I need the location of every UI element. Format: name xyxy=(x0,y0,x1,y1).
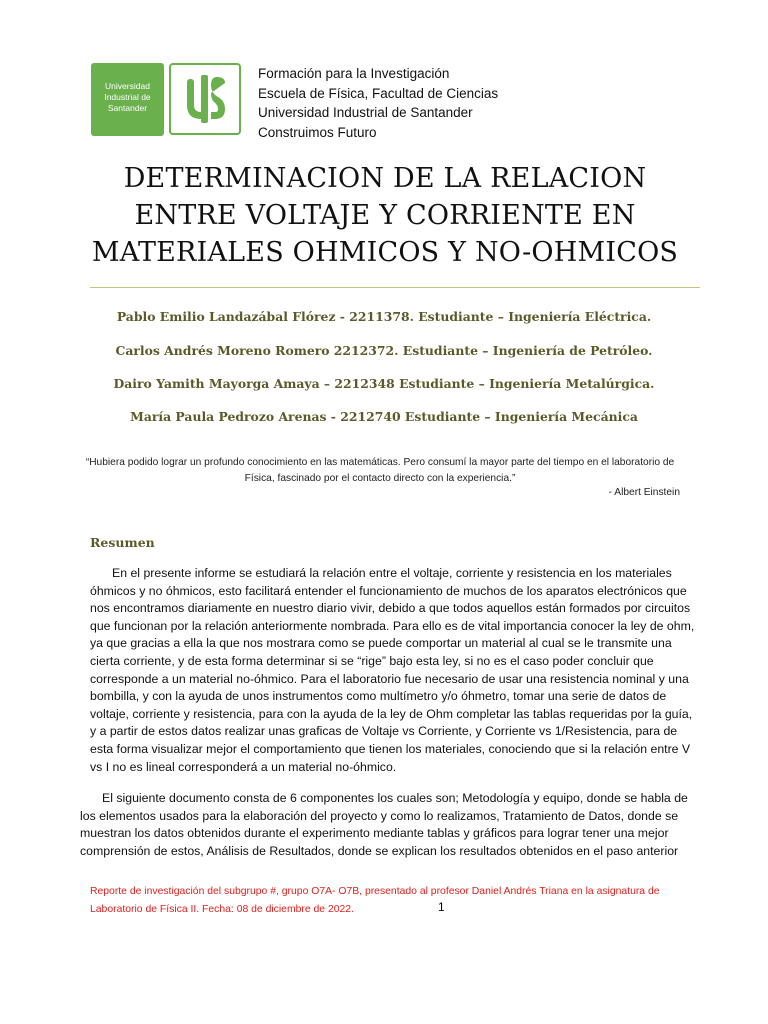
author-line: Carlos Andrés Moreno Romero 2212372. Estudiante – Ingeniería de Petróleo. xyxy=(115,343,653,358)
institution-line: Formación para la Investigación xyxy=(258,66,450,81)
author-line: Dairo Yamith Mayorga Amaya – 2212348 Estudiante – Ingeniería Metalúrgica. xyxy=(113,376,655,391)
title-line: DETERMINACION DE LA RELACION xyxy=(123,163,647,194)
abstract-paragraph: En el presente informe se estudiará la relación entre el voltaje, corriente y resistencia en los materiales óhmicos y no óhmicos, esto facilitará entender el funcionamiento de muchos de los aparatos electrónicos que nos encontramos diariamente en nuestro diario vivir, debido a que todos aquellos están formados por circuitos que funcionan por la relación anteriormente nombrada. Para ello es de vital importancia conocer la ley de ohm, ya que gracias a ella la que nos mostrara como se puede comportar un material al cual se le transmite una cierta corriente, y de esta forma determinar si se “rige” bajo esta ley, si no es el caso poder concluir que corresponde a un material no-óhmico. Para el laboratorio fue necesario de usar una resistencia nominal y una bombilla, y con la ayuda de unos instrumentos como multímetro y/o óhmetro, tomar una serie de datos de voltaje, corriente y resistencia, para con la ayuda de la ley de Ohm completar las tablas requeridas por la guía, y a partir de estos datos realizar unas graficas de Voltaje vs Corriente, y Corriente vs 1/Resistencia, para de esta forma visualizar mejor el comportamiento que tienen los materiales, conociendo que si la relación entre V vs I no es lineal corresponderá a un material no-óhmico. xyxy=(90,566,695,774)
author-line: Pablo Emilio Landazábal Flórez - 2211378. Estudiante – Ingeniería Eléctrica. xyxy=(116,309,652,324)
title-divider xyxy=(90,287,700,288)
epigraph-quote: “Hubiera podido lograr un profundo conocimiento en las matemáticas. Pero consumí la mayor parte del tiempo en el laboratorio de Física, fascinado por el contacto directo con la experiencia.” xyxy=(85,457,675,484)
institution-line: Escuela de Física, Facultad de Ciencias xyxy=(258,85,499,101)
university-logo-text-block xyxy=(91,63,164,136)
author-line: María Paula Pedrozo Arenas - 2212740 Estudiante – Ingeniería Mecánica xyxy=(130,409,638,424)
logo-line: Universidad xyxy=(105,81,150,91)
title-line: MATERIALES OHMICOS Y NO-OHMICOS xyxy=(91,237,679,268)
abstract-heading: Resumen xyxy=(90,535,155,550)
abstract-paragraph: El siguiente documento consta de 6 componentes los cuales son; Metodología y equipo, donde se habla de los elementos usados para la elaboración del proyecto y como lo realizamos, Tratamiento de Datos, donde se muestran los datos obtenidos durante el experimento mediante tablas y gráficos para lograr tener una mejor comprensión de estos, Análisis de Resultados, donde se explican los resultados obtenidos en el paso anterior xyxy=(80,791,688,858)
uis-emblem-logo xyxy=(169,63,241,135)
title-line: ENTRE VOLTAJE Y CORRIENTE EN xyxy=(134,200,636,231)
logo-line: Santander xyxy=(107,103,148,113)
page-number: 1 xyxy=(438,900,445,914)
epigraph-author: - Albert Einstein xyxy=(608,487,680,498)
paper-title xyxy=(90,160,680,271)
institution-line: Universidad Industrial de Santander xyxy=(258,105,473,120)
institution-line: Construimos Futuro xyxy=(258,124,377,140)
logo-line: Industrial de xyxy=(104,92,151,102)
uis-emblem-icon xyxy=(171,65,239,133)
institution-block xyxy=(258,64,498,142)
report-footnote: Reporte de investigación del subgrupo #, grupo O7A- O7B, presentado al profesor Daniel Andrés Triana en la asignatura de Laboratorio de Física II. Fecha: 08 de diciembre de 2022. xyxy=(90,886,660,915)
